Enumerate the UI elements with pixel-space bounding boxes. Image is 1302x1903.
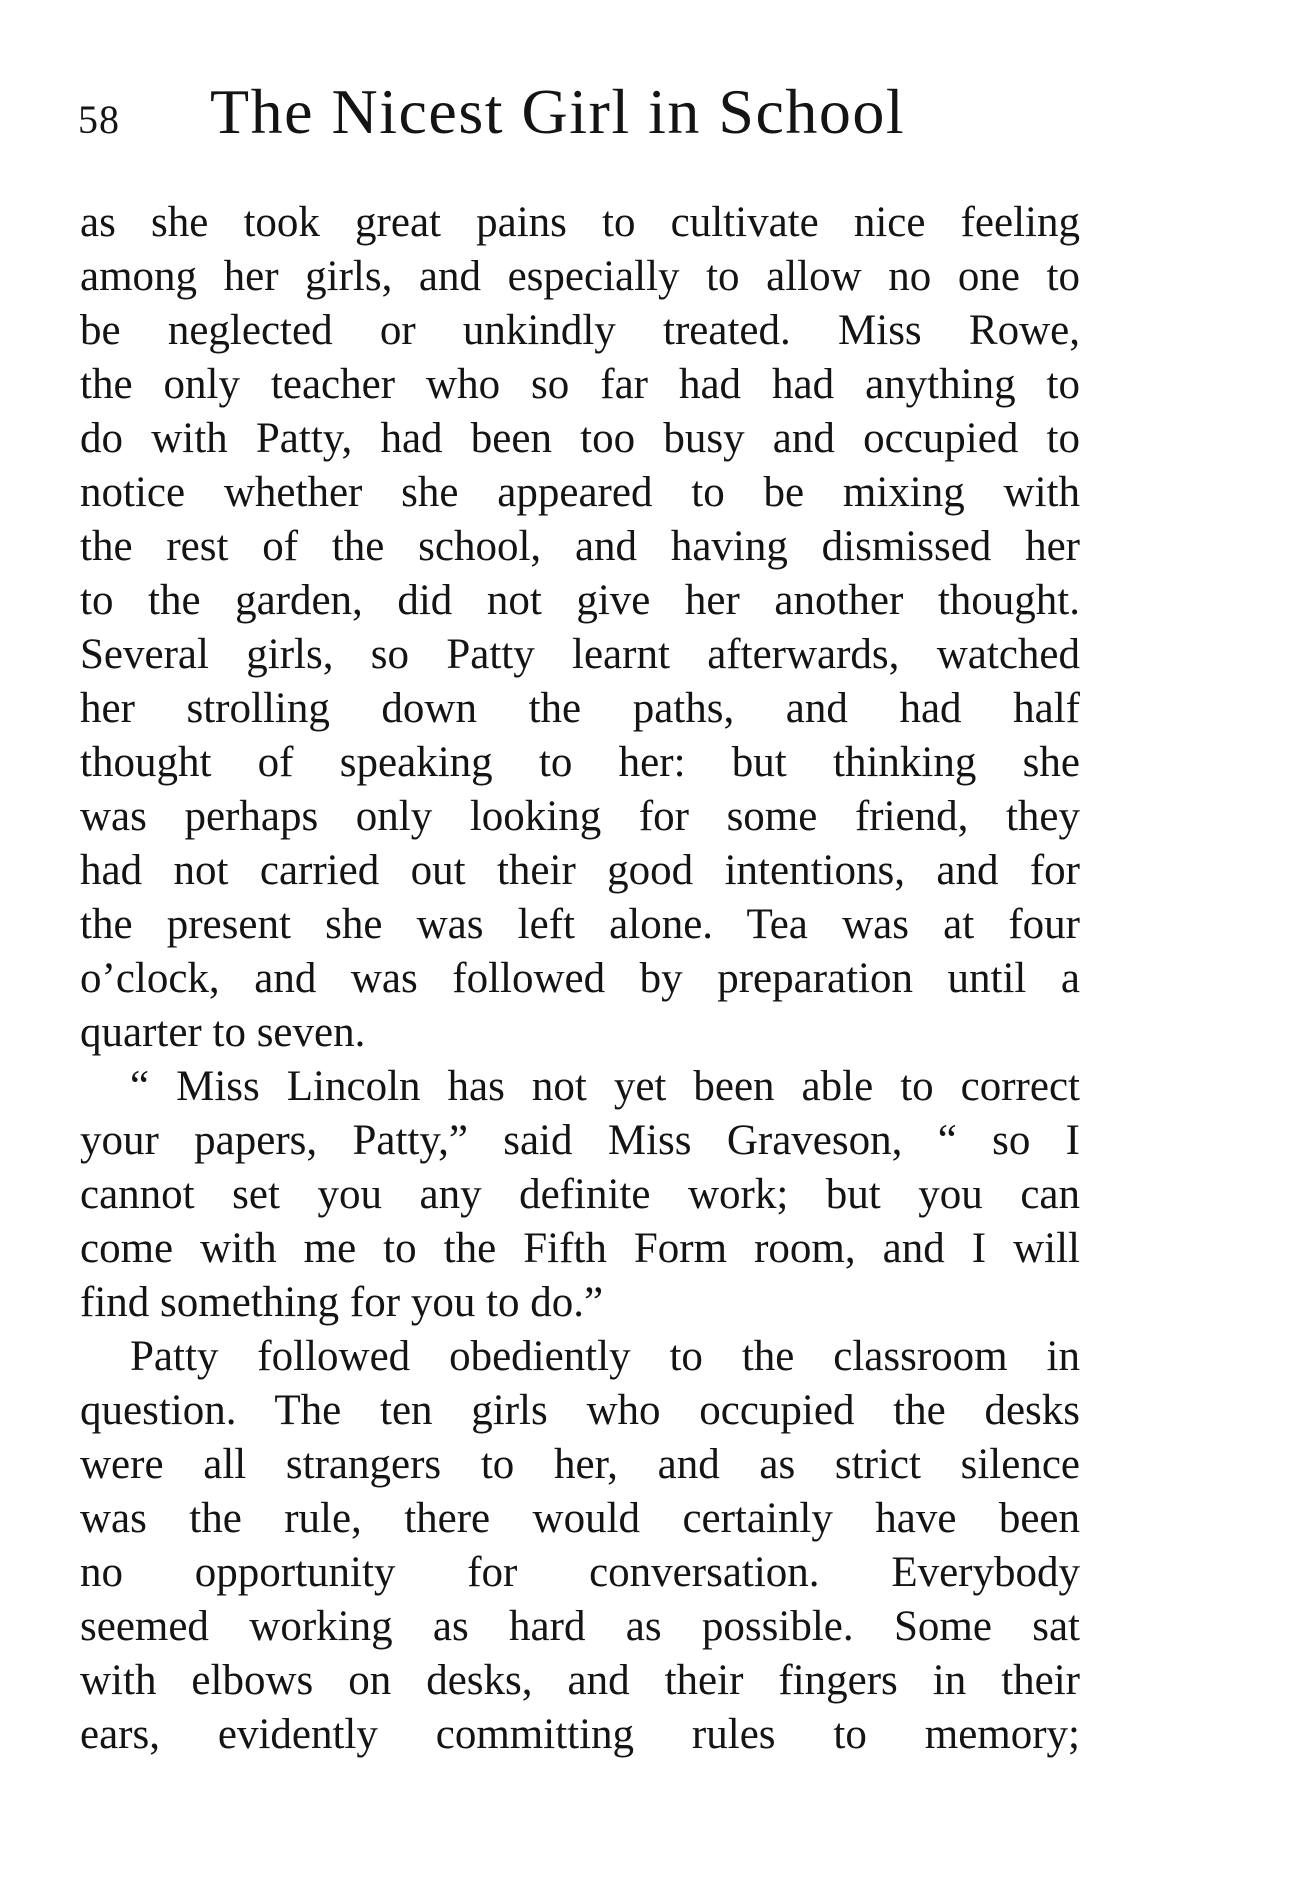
text-line: had not carried out their good intentions, and for	[80, 847, 1080, 894]
text-line: thought of speaking to her: but thinking she	[80, 739, 1080, 786]
text-line: cannot set you any definite work; but you can	[80, 1171, 1080, 1218]
page-number: 58	[78, 97, 120, 142]
text-line: find something for you to do.”	[80, 1279, 604, 1326]
text-line: do with Patty, had been too busy and occupied to	[80, 415, 1080, 462]
running-title: The Nicest Girl in School	[210, 76, 906, 147]
text-line: the present she was left alone. Tea was at four	[80, 901, 1080, 948]
text-line: with elbows on desks, and their fingers in their	[80, 1657, 1080, 1704]
text-line: your papers, Patty,” said Miss Graveson, “ so I	[80, 1117, 1080, 1164]
text-line: among her girls, and especially to allow no one to	[80, 253, 1080, 300]
text-line: the rest of the school, and having dismissed her	[80, 523, 1080, 570]
text-line: the only teacher who so far had had anything to	[80, 361, 1080, 408]
page-header	[78, 76, 1088, 156]
text-line: was perhaps only looking for some friend, they	[80, 793, 1080, 840]
text-line: be neglected or unkindly treated. Miss Rowe,	[80, 307, 1080, 354]
text-line: as she took great pains to cultivate nice feeling	[80, 199, 1080, 246]
text-line: o’clock, and was followed by preparation until a	[80, 955, 1080, 1002]
text-line: was the rule, there would certainly have been	[80, 1495, 1080, 1542]
text-line: question. The ten girls who occupied the desks	[80, 1387, 1080, 1434]
text-line: no opportunity for conversation. Everybody	[80, 1549, 1080, 1596]
text-line: seemed working as hard as possible. Some sat	[80, 1603, 1080, 1650]
text-line: Patty followed obediently to the classroom in	[130, 1333, 1080, 1380]
text-line: her strolling down the paths, and had half	[80, 685, 1080, 732]
text-line: Several girls, so Patty learnt afterwards, watched	[80, 631, 1080, 678]
text-line: come with me to the Fifth Form room, and I will	[80, 1225, 1080, 1272]
text-line: to the garden, did not give her another thought.	[80, 577, 1080, 624]
text-line: ears, evidently committing rules to memory;	[80, 1711, 1080, 1758]
text-line: quarter to seven.	[80, 1009, 366, 1056]
text-line: “ Miss Lincoln has not yet been able to correct	[130, 1063, 1080, 1110]
text-line: notice whether she appeared to be mixing with	[80, 469, 1080, 516]
text-line: were all strangers to her, and as strict silence	[80, 1441, 1080, 1488]
